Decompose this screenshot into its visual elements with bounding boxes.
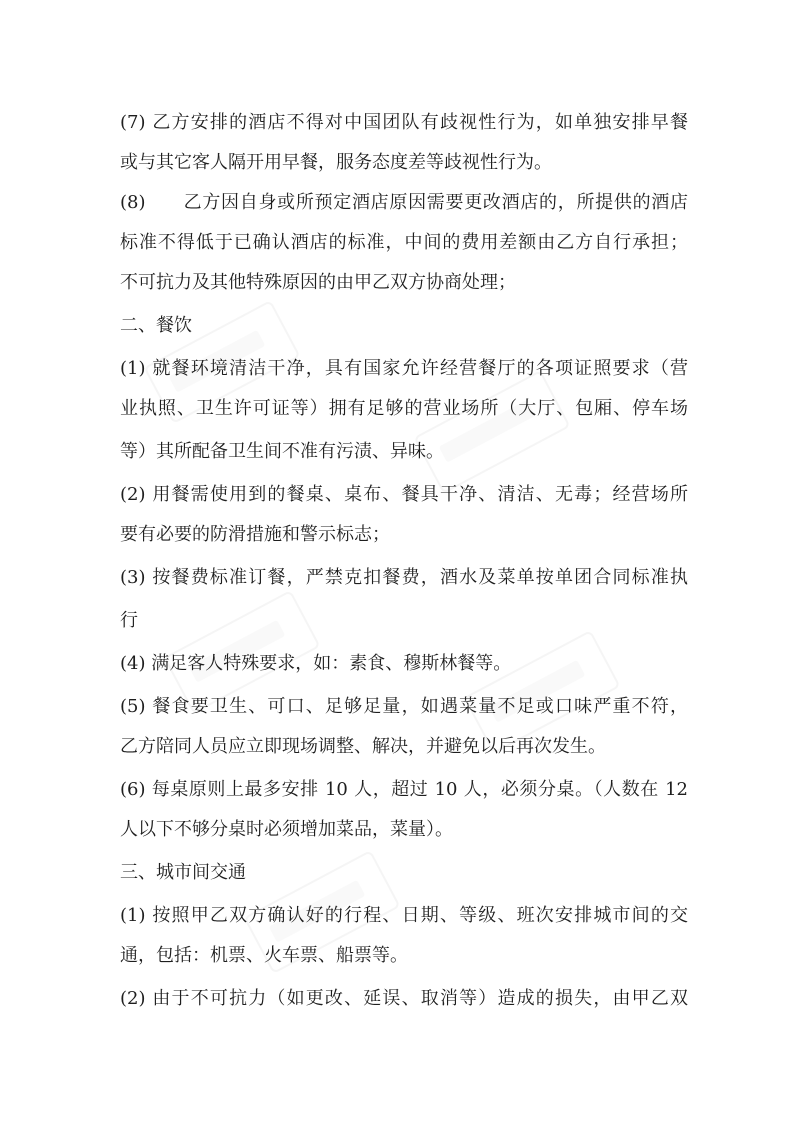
paragraph-line: (2) 由于不可抗力（如更改、延误、取消等）造成的损失，由甲乙双 — [120, 988, 688, 1009]
paragraph-line: (4) 满足客人特殊要求，如：素食、穆斯林餐等。 — [120, 653, 512, 674]
paragraph-line: (2) 用餐需使用到的餐桌、桌布、餐具干净、清洁、无毒；经营场所 — [120, 484, 688, 505]
paragraph-line: 不可抗力及其他特殊原因的由甲乙双方协商处理； — [120, 272, 516, 293]
watermark-stamp — [413, 370, 570, 494]
paragraph-line: 业执照、卫生许可证等）拥有足够的营业场所（大厅、包厢、停车场 — [120, 398, 688, 419]
section-heading: 三、城市间交通 — [120, 862, 246, 883]
paragraph-line: 人以下不够分桌时必须增加菜品，菜量）。 — [120, 819, 453, 840]
paragraph-line: 乙方陪同人员应立即现场调整、解决，并避免以后再次发生。 — [120, 736, 606, 757]
paragraph-line: (7) 乙方安排的酒店不得对中国团队有歧视性行为，如单独安排早餐 — [120, 112, 688, 133]
paragraph-line: (5) 餐食要卫生、可口、足够足量，如遇菜量不足或口味严重不符， — [120, 696, 688, 717]
paragraph-line: 要有必要的防滑措施和警示标志； — [120, 524, 390, 545]
paragraph-line: 标准不得低于已确认酒店的标准，中间的费用差额由乙方自行承担； — [120, 232, 688, 253]
paragraph-line: (1) 就餐环境清洁干净，具有国家允许经营餐厅的各项证照要求（营 — [120, 358, 688, 379]
paragraph-line: (8) 乙方因自身或所预定酒店原因需要更改酒店的，所提供的酒店 — [120, 192, 688, 213]
paragraph-line: 或与其它客人隔开用早餐，服务态度差等歧视性行为。 — [120, 152, 552, 173]
paragraph-line: 等）其所配备卫生间不准有污渍、异味。 — [120, 441, 444, 462]
paragraph-line: (1) 按照甲乙双方确认好的行程、日期、等级、班次安排城市间的交 — [120, 905, 688, 926]
section-heading: 二、餐饮 — [120, 315, 192, 336]
paragraph-line: (3) 按餐费标准订餐，严禁克扣餐费，酒水及菜单按单团合同标准执 — [120, 567, 688, 588]
paragraph-line: (6) 每桌原则上最多安排 10 人，超过 10 人，必须分桌。（人数在 12 — [120, 779, 688, 800]
paragraph-line: 通，包括：机票、火车票、船票等。 — [120, 945, 408, 966]
paragraph-line: 行 — [120, 610, 138, 631]
